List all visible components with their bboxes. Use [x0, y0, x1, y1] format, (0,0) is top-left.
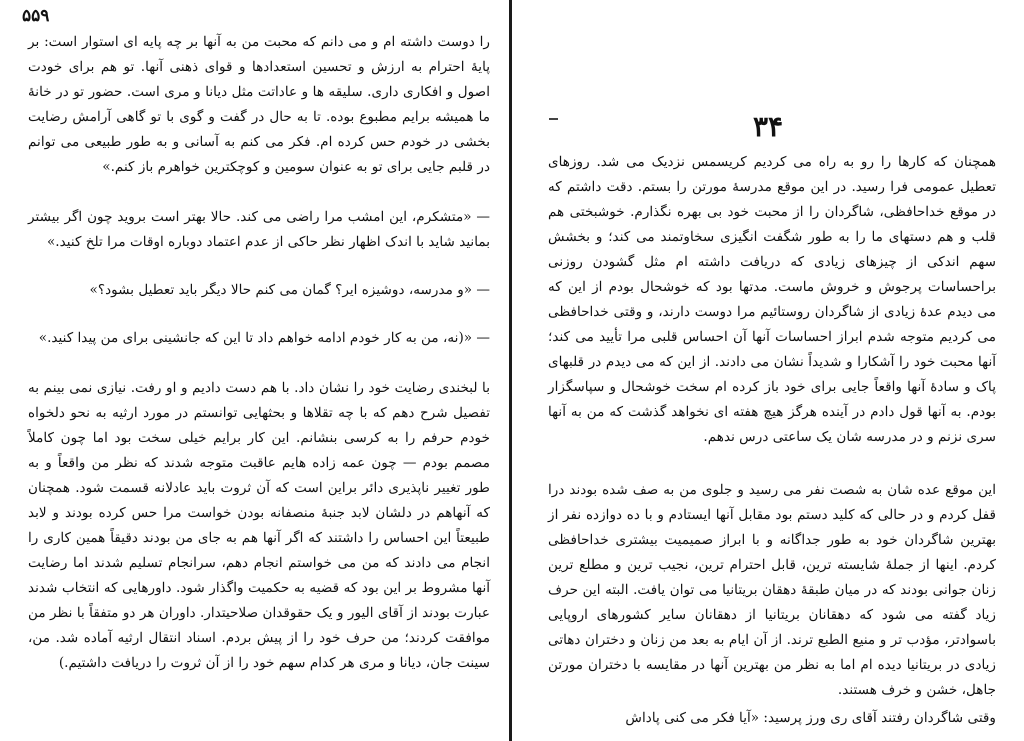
right-paragraph-3: وقتی شاگردان رفتند آقای ری ورز پرسید: «آیا فکر می کنی پاداش [625, 710, 996, 726]
page-number: ۵۵۹ [22, 6, 50, 26]
left-paragraph-2: — «متشکرم، این امشب مرا راضی می کند. حالا بهتر است بروید چون اگر بیشتر بمانید شاید با اندک اظهار نظر حاکی از عدم اعتماد دوباره اوقات مرا تلخ کنید.» [28, 209, 490, 250]
chapter-number: ۳۴ [752, 110, 784, 143]
left-paragraph-3: — «و مدرسه، دوشیزه ایر؟ گمان می کنم حالا دیگر باید تعطیل بشود؟» [89, 282, 490, 298]
left-paragraph-1: را دوست داشته ام و می دانم که محبت من به آنها بر چه پایه ای استوار است: بر پایهٔ احترام به ارزش و تحسین استعدادها و قوای ذهنی آنها. تو هم برای خودت اصول و افکاری داری. سلیقه ها و عاداتت مثل دیانا و مری است. حضور تو در خانهٔ ما همیشه برایم مطبوع بوده. تا به حال در گفت و گوی با تو گاهی آرامش رضایت بخشی در خودم حس کرده ام. فکر می کنم به آسانی و به طور طبیعی می توانم در قلبم جایی برای تو به عنوان سومین و کوچکترین خواهرم باز کنم.» [28, 34, 490, 175]
right-paragraph-2: این موقع عده شان به شصت نفر می رسید و جلوی من به صف شده بودند درا قفل کردم و در حالی که کلید دستم بود مقابل آنها ایستادم و با ده دوازده نفر از بهترین شاگردان خود به طور جداگانه و با ابراز صمیمیت بیشتری خداحافظی کردم. اینها از جملهٔ شایسته ترین، قابل احترام ترین، نجیب ترین و مطلع ترین زنان جوانی بودند که در میان طبقهٔ دهقان بریتانیا می توان یافت. البته این حرف زیاد گفته می شود که دهقانان بریتانیا از دهقانان سایر کشورهای اروپایی باسوادتر، مؤدب تر و منیع الطبع ترند. از آن ایام به بعد من زنان و دختران دهاتی زیادی در بریتانیا دیده ام اما به نظر من بهترین آنها در مقایسه با دختران مورتن جاهل، خشن و خرف هستند. [548, 482, 996, 698]
left-paragraph-5: با لبخندی رضایت خود را نشان داد. با هم دست دادیم و او رفت. نیازی نمی بینم به تفصیل شرح دهم که با چه تقلاها و بحثهایی توانستم در مورد ارثیه به نحو دلخواه خودم حرفم را به کرسی بنشانم. این کار برایم خیلی سخت بود اما چون کاملاً مصمم بودم — چون عمه زاده هایم عاقبت متوجه شدند که نظر من واقعاً و به طور تغییر ناپذیری دائر براین است که آن ثروت باید عادلانه قسمت شود. همچنان که آنهاهم در دلشان لابد جنبهٔ منصفانه بودن خواست مرا حس کرده بودند و لابد طبیعتاً این احساس را داشتند که اگر آنها هم به جای من بودند دقیقاً همین کاری را انجام می دادند که من می خواستم انجام دهم، سرانجام تسلیم شدند اما رضایت آنها مشروط بر این بود که قضیه به حکمیت واگذار شود. داورهایی که انتخاب شدند عبارت بودند از آقای الیور و یک حقوقدان صلاحیتدار. داوران هر دو متفقاً با نظر من موافقت کردند؛ من حرف خود را از پیش بردم. اسناد انتقال ارثیه آماده شد. من، سینت جان، دیانا و مری هر کدام سهم خود را از آن ثروت را دریافت داشتیم.) [28, 380, 490, 671]
left-page [0, 0, 510, 741]
right-paragraph-1: همچنان که کارها را رو به راه می کردیم کریسمس نزدیک می شد. روزهای تعطیل عمومی فرا رسید. در این موقع مدرسهٔ مورتن را بستم. دقت داشتم که در موقع خداحافظی، شاگردان را از محبت خود بی بهره نگذارم. خوشبختی هم قلب و هم دستهای ما را به طور شگفت انگیزی سخاوتمند می کند؛ و بخشش سهم اندکی از چیزهای زیادی که دریافت داشته ام مثل گشودن روزنی براحساسات پرجوش و خروش ماست. مدتها بود که خوشحال بودم از این که می دیدم عدهٔ زیادی از شاگردان روستائیم مرا دوست دارند، و وقتی خداحافظی می کردیم متوجه شدم ابراز احساسات آنها آن احساس قلبی مرا تأیید می کند؛ آنها محبت خود را آشکارا و شدیداً نشان می دادند. از این که می دیدم در قلبهای پاک و سادهٔ آنها واقعاً جایی برای خود باز کرده ام سخت خوشحال و سپاسگزار بودم. به آنها قول دادم در آینده هرگز هیچ هفته ای نخواهد گذشت که من به آنها سری نزنم و در مدرسه شان یک ساعتی درس ندهم. [548, 154, 996, 445]
right-page [512, 0, 1024, 741]
left-paragraph-4: — «(نه، من به کار خودم ادامه خواهم داد تا این که جانشینی برای من پیدا کنید.» [38, 330, 490, 346]
